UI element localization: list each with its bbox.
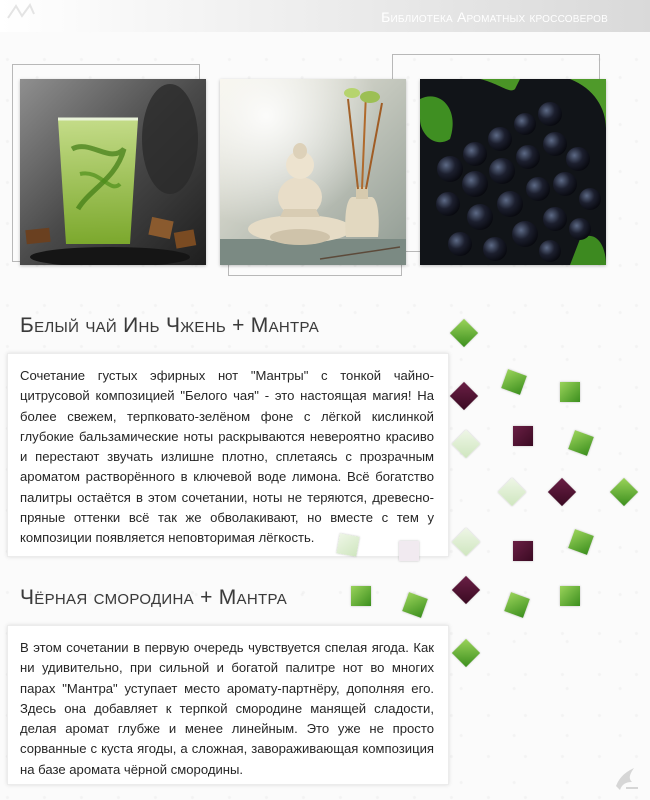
brand-watermark-icon [4, 2, 64, 22]
mosaic-tile [336, 533, 359, 556]
mosaic-tile [560, 382, 580, 402]
section-heading-white-tea: Белый чай Инь Чжень + Мантра [20, 314, 320, 337]
mosaic-tile [513, 541, 533, 561]
mosaic-tile [560, 586, 580, 606]
mosaic-tile [399, 541, 419, 561]
section-text-blackcurrant: В этом сочетании в первую очередь чувствуется спелая ягода. Как ни удивительно, при сильной и богатой палитре нот во многих парах "Мантра" уступает место аромату-партнёру, дополняя его. Здесь она добавляет к терпкой смородине манящей сладости, делая аромат глубже и менее линейным. Это уже не просто сорванные с куста ягоды, а сложная, завораживающая композиция на базе аромата чёрной смородины. [20, 640, 434, 777]
photo-green-tea [20, 79, 206, 265]
text-box-blackcurrant [7, 625, 449, 785]
photo-blackcurrant [420, 79, 606, 265]
brand-corner-logo-icon [612, 762, 642, 792]
text-box-white-tea [7, 353, 449, 557]
photo-buddha-incense [220, 79, 406, 265]
section-text-white-tea: Сочетание густых эфирных нот "Мантры" с тонкой чайно-цитрусовой композицией "Белого чая" - это настоящая магия! На более свежем, терпковато-зелёном фоне с лёгкой кислинкой глубокие бальзамические ноты раскрываются невероятно красиво и перестают звучать излишне плотно, сплетаясь с прозрачным ароматом растворённого в ключевой воде лимона. Всё богатство палитры остаётся в этом сочетании, ноты не теряются, древесно-пряные оттенки всё так же обволакивают, но вместе с тем у композиции появляется неповторимая лёгкость. [20, 368, 434, 546]
mosaic-tile [513, 426, 533, 446]
section-heading-blackcurrant: Чёрная смородина + Мантра [20, 586, 288, 609]
header-title: Библиотека Ароматных кроссоверов [381, 9, 608, 25]
mosaic-tile [351, 586, 371, 606]
header-band [0, 0, 650, 32]
